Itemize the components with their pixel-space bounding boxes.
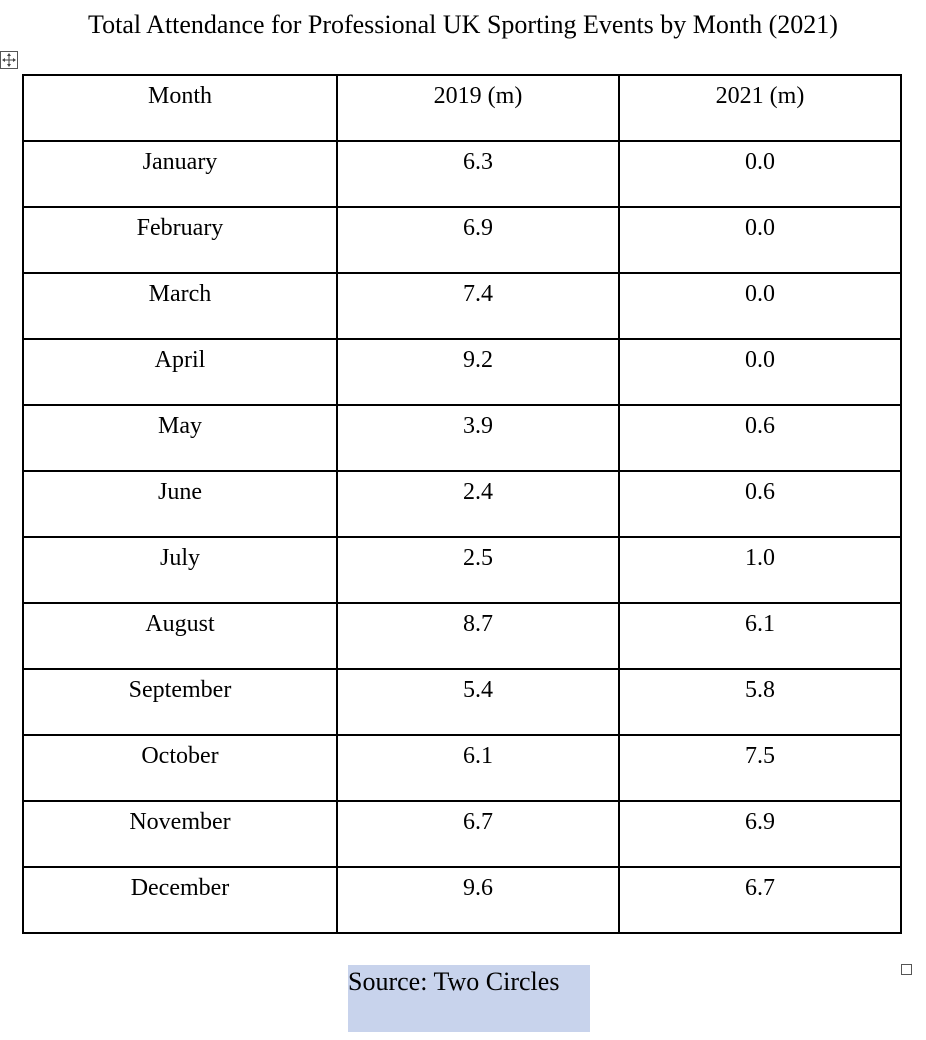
- cell-value: 6.3: [463, 149, 493, 175]
- table-row: [23, 273, 901, 339]
- cell-value: 6.9: [463, 215, 493, 241]
- cell-2019[interactable]: [337, 141, 619, 207]
- cell-2021[interactable]: [619, 537, 901, 603]
- table-move-handle[interactable]: [0, 51, 18, 69]
- resize-square-icon[interactable]: [901, 964, 912, 975]
- cell-value: 6.7: [463, 809, 493, 835]
- cell-2019[interactable]: [337, 603, 619, 669]
- table-header-row: [23, 75, 901, 141]
- move-cross-icon: [1, 52, 17, 68]
- cell-2019[interactable]: [337, 669, 619, 735]
- cell-value: 5.8: [745, 677, 775, 703]
- cell-2019[interactable]: [337, 339, 619, 405]
- table-row: [23, 141, 901, 207]
- cell-month[interactable]: [23, 735, 337, 801]
- table-row: [23, 471, 901, 537]
- cell-value: June: [158, 479, 202, 505]
- cell-month[interactable]: [23, 537, 337, 603]
- cell-2021[interactable]: [619, 405, 901, 471]
- table-row: [23, 537, 901, 603]
- cell-value: 2.4: [463, 479, 493, 505]
- cell-2021[interactable]: [619, 339, 901, 405]
- cell-value: 7.4: [463, 281, 493, 307]
- header-2019[interactable]: [337, 75, 619, 141]
- table-row: [23, 867, 901, 933]
- cell-2019[interactable]: [337, 801, 619, 867]
- cell-value: November: [129, 809, 231, 835]
- header-label: Month: [147, 83, 212, 109]
- cell-2021[interactable]: [619, 735, 901, 801]
- cell-value: 6.1: [745, 611, 775, 637]
- cell-2019[interactable]: [337, 867, 619, 933]
- cell-value: 5.4: [463, 677, 493, 703]
- cell-value: March: [148, 281, 212, 307]
- cell-value: December: [130, 875, 230, 901]
- cell-2019[interactable]: [337, 471, 619, 537]
- cell-value: 2.5: [463, 545, 493, 571]
- cell-month[interactable]: [23, 867, 337, 933]
- cell-2019[interactable]: [337, 537, 619, 603]
- cell-2021[interactable]: [619, 669, 901, 735]
- cell-value: May: [158, 413, 202, 439]
- cell-value: 1.0: [745, 545, 775, 571]
- cell-value: February: [136, 215, 224, 241]
- cell-value: 9.6: [463, 875, 493, 901]
- cell-month[interactable]: [23, 603, 337, 669]
- cell-2021[interactable]: [619, 273, 901, 339]
- table-row: [23, 603, 901, 669]
- table-row: [23, 339, 901, 405]
- cell-value: 3.9: [463, 413, 493, 439]
- header-month[interactable]: [23, 75, 337, 141]
- attendance-table: [22, 74, 902, 934]
- cell-value: 7.5: [745, 743, 775, 769]
- cell-value: July: [159, 545, 200, 571]
- cell-2021[interactable]: [619, 207, 901, 273]
- cell-value: 0.0: [745, 347, 775, 373]
- cell-value: 0.6: [745, 413, 775, 439]
- cell-value: September: [128, 677, 232, 703]
- cell-2019[interactable]: [337, 405, 619, 471]
- cell-month[interactable]: [23, 801, 337, 867]
- cell-month[interactable]: [23, 405, 337, 471]
- cell-value: 0.0: [745, 281, 775, 307]
- cell-month[interactable]: [23, 471, 337, 537]
- table-row: [23, 207, 901, 273]
- cell-value: August: [145, 611, 215, 637]
- cell-value: 0.6: [745, 479, 775, 505]
- cell-value: 6.7: [745, 875, 775, 901]
- cell-2021[interactable]: [619, 603, 901, 669]
- cell-value: 9.2: [463, 347, 493, 373]
- cell-value: 6.1: [463, 743, 493, 769]
- header-2021[interactable]: [619, 75, 901, 141]
- cell-month[interactable]: [23, 669, 337, 735]
- cell-month[interactable]: [23, 339, 337, 405]
- cell-value: April: [154, 347, 206, 373]
- cell-2021[interactable]: [619, 141, 901, 207]
- cell-2019[interactable]: [337, 273, 619, 339]
- cell-month[interactable]: [23, 141, 337, 207]
- cell-value: 8.7: [463, 611, 493, 637]
- cell-value: 0.0: [745, 215, 775, 241]
- cell-value: 6.9: [745, 809, 775, 835]
- cell-2019[interactable]: [337, 735, 619, 801]
- table-row: [23, 801, 901, 867]
- cell-2021[interactable]: [619, 471, 901, 537]
- cell-2021[interactable]: [619, 867, 901, 933]
- table-row: [23, 405, 901, 471]
- cell-month[interactable]: [23, 207, 337, 273]
- cell-value: 0.0: [745, 149, 775, 175]
- cell-value: January: [142, 149, 218, 175]
- source-note[interactable]: Source: Two Circles: [348, 965, 590, 1032]
- cell-month[interactable]: [23, 273, 337, 339]
- header-label: 2019 (m): [433, 83, 523, 109]
- table-row: [23, 669, 901, 735]
- cell-2021[interactable]: [619, 801, 901, 867]
- cell-2019[interactable]: [337, 207, 619, 273]
- header-label: 2021 (m): [715, 83, 805, 109]
- table-title: Total Attendance for Professional UK Sporting Events by Month (2021): [88, 10, 838, 39]
- table-row: [23, 735, 901, 801]
- cell-value: October: [141, 743, 219, 769]
- table-body: [23, 141, 901, 933]
